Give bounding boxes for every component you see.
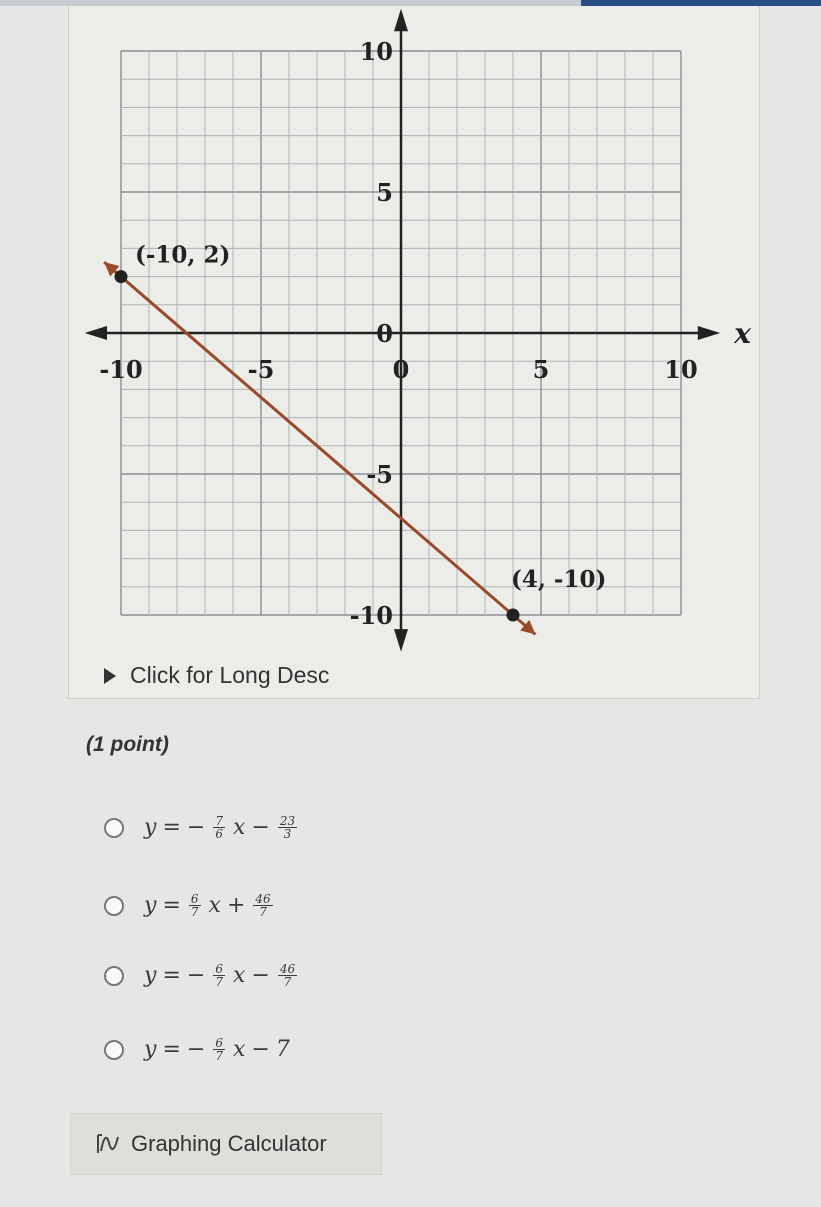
x-axis-left-arrow [85, 326, 107, 340]
eq-lhs: y [144, 893, 157, 918]
answer-option-1[interactable] [104, 815, 299, 840]
radio-button[interactable] [104, 966, 124, 986]
const-fraction [278, 815, 297, 840]
coordinate-graph [69, 6, 759, 698]
eq-sign: = [162, 815, 181, 840]
const-den: 3 [283, 827, 292, 841]
eq-sign1: − [186, 815, 206, 840]
coef-num: 6 [190, 892, 199, 906]
graph-curve-icon [95, 1131, 121, 1157]
plotted-point [115, 270, 128, 283]
eq-sign2: + [226, 893, 246, 918]
eq-lhs: y [144, 963, 157, 988]
answer-option-3[interactable] [104, 963, 299, 988]
answer-option-4[interactable] [104, 1037, 290, 1062]
eq-const: 7 [275, 1037, 290, 1062]
coef-den: 7 [215, 1049, 223, 1063]
long-desc-toggle[interactable] [104, 662, 329, 689]
x-tick-label: 10 [664, 355, 698, 384]
coef-den: 7 [215, 975, 223, 989]
const-num: 46 [279, 962, 296, 976]
points-label: (1 point) [86, 733, 169, 756]
eq-sign: = [162, 963, 181, 988]
expand-triangle-icon [104, 668, 116, 684]
eq-var: x [208, 893, 221, 918]
const-num: 46 [255, 892, 271, 906]
const-num: 23 [279, 814, 296, 828]
graphing-calculator-button[interactable] [70, 1113, 382, 1175]
y-axis-down-arrow [394, 629, 408, 652]
coef-num: 7 [215, 814, 223, 828]
x-tick-label: -5 [247, 355, 275, 384]
equation [144, 893, 275, 918]
eq-var: x [232, 1037, 246, 1062]
eq-lhs: y [144, 815, 157, 840]
y-tick-label: -10 [349, 601, 393, 630]
x-axis-label: x [734, 317, 751, 350]
eq-sign2: − [251, 963, 270, 988]
const-den: 7 [283, 975, 292, 989]
coef-fraction [213, 815, 225, 840]
coef-num: 6 [215, 1036, 223, 1050]
eq-sign: = [162, 893, 181, 918]
y-tick-label: 0 [376, 319, 393, 348]
eq-lhs: y [144, 1037, 157, 1062]
x-axis-right-arrow [698, 326, 720, 340]
y-axis-up-arrow [394, 9, 408, 32]
point-label: (4, -10) [511, 566, 607, 593]
equation [144, 815, 299, 840]
eq-sign1: − [186, 963, 206, 988]
y-tick-label: 5 [376, 178, 393, 207]
eq-var: x [232, 815, 246, 840]
x-tick-label: 5 [532, 355, 550, 384]
coef-fraction [189, 893, 201, 918]
eq-sign: = [162, 1037, 181, 1062]
eq-sign2: − [251, 1037, 270, 1062]
coef-num: 6 [215, 962, 223, 976]
coef-fraction [213, 963, 225, 988]
radio-button[interactable] [104, 896, 124, 916]
const-fraction [278, 963, 297, 988]
radio-button[interactable] [104, 818, 124, 838]
eq-sign2: − [251, 815, 270, 840]
coef-den: 7 [190, 905, 199, 919]
y-tick-label: 10 [359, 37, 393, 66]
coef-fraction [213, 1037, 225, 1062]
equation [144, 1037, 290, 1062]
coef-den: 6 [215, 827, 223, 841]
graph-line [104, 262, 535, 634]
graphing-calculator-label: Graphing Calculator [131, 1131, 327, 1156]
const-den: 7 [259, 905, 267, 919]
graph-card [68, 6, 760, 699]
radio-button[interactable] [104, 1040, 124, 1060]
x-tick-label: -10 [99, 355, 143, 384]
answer-option-2[interactable] [104, 893, 275, 918]
point-label: (-10, 2) [135, 241, 231, 269]
const-fraction [253, 893, 272, 918]
equation [144, 963, 299, 988]
plotted-point [507, 609, 520, 622]
eq-var: x [232, 963, 246, 988]
eq-sign1: − [186, 1037, 206, 1062]
y-tick-label: -5 [366, 460, 393, 489]
x-tick-label: 0 [392, 355, 410, 384]
long-desc-label: Click for Long Desc [130, 662, 330, 688]
